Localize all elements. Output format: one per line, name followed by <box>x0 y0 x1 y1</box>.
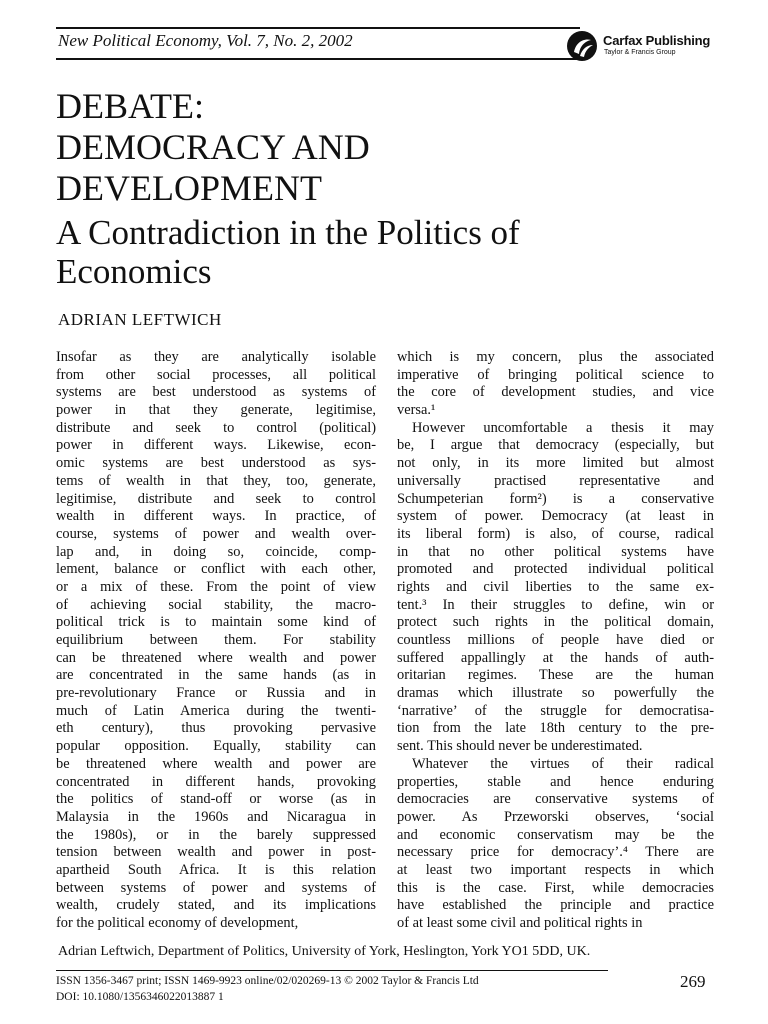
body-text-line: be, I argue that democracy (especially, but <box>397 437 714 454</box>
article-heading <box>56 86 370 209</box>
body-text-line: be threatened where wealth and power are <box>56 755 376 772</box>
body-text-line: lement, balance or conflict with each other, <box>56 561 376 578</box>
body-text-line: necessary price for democracy’.⁴ There are <box>397 844 714 861</box>
body-text-line: power in different ways. Likewise, econ- <box>56 437 376 454</box>
body-text-line: properties, stable and hence enduring <box>397 773 714 790</box>
article-title <box>56 213 520 291</box>
body-text-line: pre-revolutionary France or Russia and in <box>56 685 376 702</box>
body-text-line: which is my concern, plus the associated <box>397 349 714 365</box>
publisher-logo <box>566 30 726 60</box>
body-text-line: lap and, in doing so, coincide, comp- <box>56 543 376 560</box>
body-text-line: versa.¹ <box>397 402 436 419</box>
body-text-line: the 1980s), or in the barely suppressed <box>56 826 376 843</box>
body-text-line: imperative of bringing political science to <box>397 366 714 383</box>
body-text-line: distribute and seek to control (political) <box>56 419 376 436</box>
header-bottom-rule <box>56 58 580 60</box>
publisher-name: Carfax Publishing <box>603 33 711 48</box>
body-text-line: between systems of power and systems of <box>56 879 376 896</box>
body-text-line: of at least some civil and political rights in <box>397 915 643 931</box>
body-text-line: oritarian regimes. These are the human <box>397 667 714 684</box>
body-text-line: wealth, crudely stated, and its implications <box>56 897 376 914</box>
body-text-line: of achieving social stability, the macro- <box>56 596 376 613</box>
body-text-line: popular opposition. Equally, stability can <box>56 738 376 755</box>
heading-line: DEBATE: <box>56 86 204 126</box>
body-text-line: at least two important respects in which <box>397 861 714 878</box>
body-text-line: can be threatened where wealth and power <box>56 649 376 666</box>
author-affiliation: Adrian Leftwich, Department of Politics, University of York, Heslington, York YO1 5DD, UK. <box>58 944 591 959</box>
body-text-line: the politics of stand-off or worse (as in <box>56 791 376 808</box>
body-text-line: protect such rights in the political domain, <box>397 614 714 631</box>
body-text-line: or a mix of these. From the point of view <box>56 578 376 595</box>
body-text-line: course, systems of power and wealth over- <box>56 525 376 542</box>
publisher-subname: Taylor & Francis Group <box>604 49 676 56</box>
heading-line: DEMOCRACY AND <box>56 127 370 167</box>
body-text-line: promoted and protected individual political <box>397 561 714 578</box>
body-text-line: power in that they generate, legitimise, <box>56 402 376 419</box>
body-text-line: this is the case. First, while democracies <box>397 879 714 896</box>
body-column-left <box>56 349 376 933</box>
header-top-rule <box>56 27 580 29</box>
body-text-line: wealth in different ways. In practice, of <box>56 508 376 525</box>
body-text-line: apartheid South Africa. It is this relation <box>56 861 376 878</box>
body-text-line: countless millions of people have died or <box>397 632 714 648</box>
body-text-line: dramas which illustrate so powerfully the <box>397 685 714 702</box>
body-text-line: Malaysia in the 1960s and Nicaragua in <box>56 808 376 825</box>
body-text-line: Insofar as they are analytically isolable <box>56 349 376 365</box>
journal-citation: New Political Economy, Vol. 7, No. 2, 2002 <box>58 31 353 50</box>
body-text-line: However uncomfortable a thesis it may <box>412 419 714 436</box>
body-text-line: systems are best understood as systems of <box>56 384 376 401</box>
title-line: Economics <box>56 252 212 291</box>
body-text-line: tent.³ In their struggles to define, win or <box>397 596 714 613</box>
body-text-line: power. As Przeworski observes, ‘social <box>397 808 714 825</box>
body-text-line: system of power. Democracy (at least in <box>397 508 714 525</box>
body-text-line: equilibrium between them. For stability <box>56 632 376 648</box>
page-number: 269 <box>680 972 706 991</box>
footer-rule <box>56 970 608 971</box>
body-text-line: universally practised representative and <box>397 472 714 489</box>
body-text-line: tension between wealth and power in post- <box>56 844 376 861</box>
body-text-line: Whatever the virtues of their radical <box>412 755 714 772</box>
body-text-line: from other social processes, all political <box>56 366 376 383</box>
body-text-line: tems of wealth in that they, too, generate, <box>56 472 376 489</box>
body-text-line: its liberal form) is also, of course, radical <box>397 525 714 542</box>
body-text-line: for the political economy of development, <box>56 915 299 931</box>
doi-line: DOI: 10.1080/1356346022013887 1 <box>56 991 224 1003</box>
heading-line: DEVELOPMENT <box>56 168 322 208</box>
body-text-line: and economic conservatism may be the <box>397 826 714 843</box>
carfax-swirl-icon <box>566 30 598 62</box>
body-text-line: eth century), thus provoking pervasive <box>56 720 376 737</box>
body-text-line: omic systems are best understood as sys- <box>56 455 376 472</box>
body-text-line: Schumpeterian form²) is a conservative <box>397 490 714 507</box>
body-text-line: ‘narrative’ of the struggle for democratisa- <box>397 702 714 719</box>
body-text-line: sent. This should never be underestimated. <box>397 738 643 755</box>
body-text-line: in that no other political systems have <box>397 543 714 560</box>
author-name: ADRIAN LEFTWICH <box>58 310 222 329</box>
body-column-right <box>397 349 714 933</box>
body-text-line: rights and civil liberties to the same ex- <box>397 578 714 595</box>
issn-line: ISSN 1356-3467 print; ISSN 1469-9923 online/02/020269-13 © 2002 Taylor & Francis Ltd <box>56 975 479 987</box>
body-text-line: the core of development studies, and vice <box>397 384 714 401</box>
body-text-line: have established the principle and practice <box>397 897 714 914</box>
body-text-line: are concentrated in the same hands (as in <box>56 667 376 684</box>
body-text-line: democracies are conservative systems of <box>397 791 714 808</box>
body-text-line: not only, in its more limited but almost <box>397 455 714 472</box>
body-text-line: suffered appallingly at the hands of auth- <box>397 649 714 666</box>
body-text-line: political trick is to maintain some kind of <box>56 614 376 631</box>
body-text-line: tion from the late 18th century to the pre- <box>397 720 714 737</box>
body-text-line: concentrated in different hands, provoking <box>56 773 376 790</box>
body-text-line: much of Latin America during the twenti- <box>56 702 376 719</box>
title-line: A Contradiction in the Politics of <box>56 213 520 252</box>
body-text-line: legitimise, distribute and seek to control <box>56 490 376 507</box>
